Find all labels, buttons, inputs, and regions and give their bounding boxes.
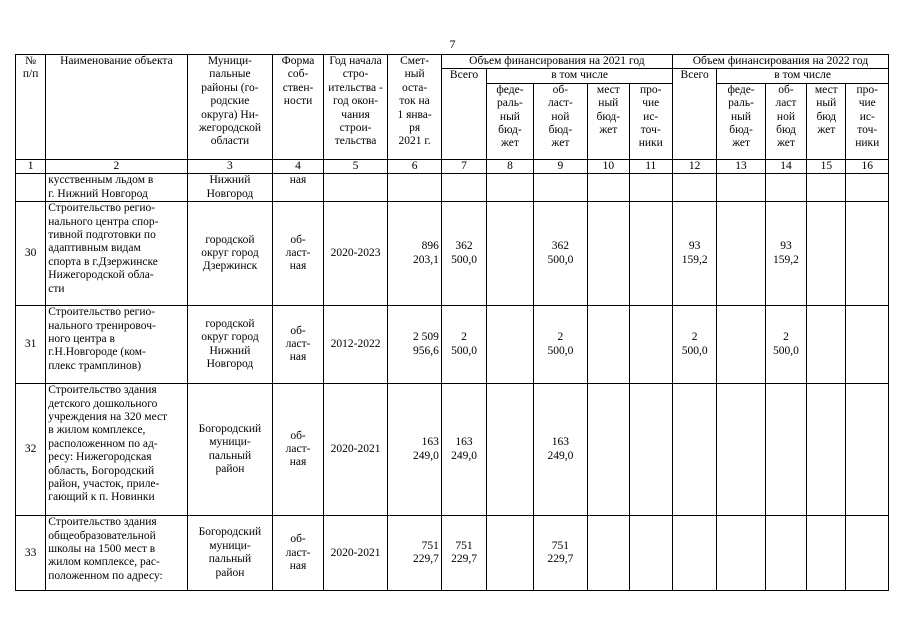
header-line: ласт bbox=[775, 97, 797, 110]
district-line: Богородский bbox=[198, 526, 262, 539]
column-number: 9 bbox=[533, 159, 587, 173]
header-line: ники bbox=[638, 137, 663, 150]
value-oth2021 bbox=[629, 516, 672, 591]
value-oth2022 bbox=[846, 202, 889, 306]
row-number: 33 bbox=[16, 516, 46, 591]
value-loc2021 bbox=[588, 174, 629, 202]
value-total2021-line: 2 bbox=[461, 331, 467, 344]
table-row bbox=[16, 516, 889, 591]
value-fed2022 bbox=[717, 306, 765, 384]
header-line: чания bbox=[341, 108, 370, 121]
object-name bbox=[46, 516, 187, 591]
header-line: об- bbox=[552, 83, 569, 96]
value-reg2021-line: 2 bbox=[557, 331, 564, 344]
value-reg2022 bbox=[765, 384, 806, 516]
value-total2021-line: 500,0 bbox=[451, 344, 477, 357]
header-line: жет bbox=[732, 137, 751, 150]
object-name-line: плекс трамплинов) bbox=[48, 359, 142, 372]
object-name-line: Строительство здания bbox=[48, 384, 157, 397]
value-loc2022 bbox=[807, 306, 846, 384]
ownership-form-line: об- bbox=[290, 324, 306, 337]
ownership-form bbox=[273, 174, 323, 202]
header-line: соб- bbox=[287, 68, 309, 81]
column-number: 10 bbox=[588, 159, 629, 173]
header-line: мест bbox=[814, 83, 838, 96]
construction-years: 2020-2021 bbox=[323, 516, 388, 591]
value-reg2022 bbox=[765, 306, 806, 384]
value-reg2021-line: 500,0 bbox=[547, 344, 574, 357]
object-name-line: Нижегородской обла- bbox=[48, 269, 154, 282]
header-line: № bbox=[25, 55, 37, 67]
value-fed2021 bbox=[487, 516, 533, 591]
value-reg2022-line: 159,2 bbox=[773, 253, 799, 266]
header-line: строи- bbox=[339, 122, 372, 135]
header-line: феде- bbox=[496, 83, 524, 96]
header-line: ис- bbox=[643, 110, 659, 123]
header-line: ток на bbox=[399, 95, 430, 108]
district bbox=[187, 384, 273, 516]
object-name-line: сти bbox=[48, 282, 65, 295]
header-line: про- bbox=[856, 83, 878, 96]
value-total2021 bbox=[441, 202, 486, 306]
header-total-2021: Всего bbox=[441, 69, 486, 159]
value-fed2022 bbox=[717, 516, 765, 591]
header-line: ря bbox=[409, 122, 421, 135]
header-line: жет bbox=[500, 137, 519, 150]
ownership-form-line: об- bbox=[290, 533, 306, 546]
district-line: городской bbox=[205, 317, 255, 330]
ownership-form-line: ласт- bbox=[285, 546, 311, 559]
header-line: области bbox=[210, 135, 250, 148]
header-line: жет bbox=[599, 124, 618, 137]
construction-years bbox=[323, 174, 388, 202]
value-loc2022 bbox=[807, 202, 846, 306]
object-name-line: г.Н.Новгороде (ком- bbox=[48, 346, 146, 359]
object-name-line: Строительство регио- bbox=[48, 202, 156, 215]
header-line: ный bbox=[499, 110, 520, 123]
header-line: ный bbox=[598, 97, 619, 110]
ownership-form-line: ласт- bbox=[285, 338, 311, 351]
column-number: 4 bbox=[273, 159, 323, 173]
header-local-2021 bbox=[588, 83, 629, 159]
header-financing-2022: Объем финансирования на 2022 год bbox=[672, 55, 888, 69]
table-row bbox=[16, 306, 889, 384]
header-line: ности bbox=[283, 95, 313, 108]
value-total2022-line: 93 bbox=[688, 240, 701, 253]
header-line: про- bbox=[639, 83, 662, 96]
object-name-line: г. Нижний Новгород bbox=[48, 187, 148, 200]
header-line: раль- bbox=[728, 97, 754, 110]
header-other-2021 bbox=[629, 83, 672, 159]
value-reg2022-line: 93 bbox=[780, 240, 792, 253]
object-name-line: Строительство регио- bbox=[48, 306, 156, 319]
value-estimate-line: 956,6 bbox=[412, 344, 439, 357]
header-line: жет bbox=[817, 124, 836, 137]
header-including-2022: в том числе bbox=[717, 69, 889, 83]
header-line: Муници- bbox=[207, 55, 252, 67]
value-total2021-line: 249,0 bbox=[451, 449, 477, 462]
column-number: 11 bbox=[629, 159, 672, 173]
header-line: точ- bbox=[640, 124, 661, 137]
object-name-line: жилом комплексе, рас- bbox=[48, 556, 160, 569]
value-reg2021 bbox=[533, 174, 587, 202]
district-line: округ город bbox=[201, 331, 259, 344]
value-total2022 bbox=[672, 306, 716, 384]
header-line: бюд- bbox=[596, 110, 621, 123]
value-reg2021 bbox=[533, 202, 587, 306]
value-fed2021 bbox=[487, 202, 533, 306]
value-oth2022 bbox=[846, 384, 889, 516]
header-line: чие bbox=[642, 97, 660, 110]
value-estimate bbox=[388, 174, 441, 202]
value-total2021 bbox=[441, 384, 486, 516]
header-line: Смет- bbox=[400, 55, 430, 67]
district-line: округ город bbox=[201, 247, 259, 260]
ownership-form-line: об- bbox=[290, 233, 306, 246]
district-line: район bbox=[215, 463, 245, 476]
header-line: ительства - bbox=[328, 81, 383, 94]
header-line: 1 янва- bbox=[397, 108, 432, 121]
header-line: ной bbox=[551, 110, 570, 123]
header-line: ники bbox=[855, 137, 880, 150]
header-total-2022: Всего bbox=[672, 69, 716, 159]
row-number: 32 bbox=[16, 384, 46, 516]
column-number: 7 bbox=[441, 159, 486, 173]
header-other-2022 bbox=[846, 83, 889, 159]
value-total2022-line: 159,2 bbox=[681, 253, 708, 266]
object-name bbox=[46, 174, 187, 202]
page-number: 7 bbox=[449, 37, 456, 51]
value-total2021-line: 500,0 bbox=[451, 253, 477, 266]
value-total2022-line: 500,0 bbox=[681, 344, 708, 357]
value-reg2022 bbox=[765, 174, 806, 202]
value-reg2022-line: 500,0 bbox=[773, 344, 799, 357]
object-name-line: нального тренировоч- bbox=[48, 319, 156, 332]
ownership-form bbox=[273, 516, 323, 591]
row-number bbox=[16, 174, 46, 202]
construction-years: 2020-2023 bbox=[323, 202, 388, 306]
value-fed2021 bbox=[487, 174, 533, 202]
value-reg2021-line: 249,0 bbox=[547, 449, 574, 462]
header-line: ис- bbox=[859, 110, 875, 123]
column-number: 2 bbox=[46, 159, 187, 173]
value-fed2022 bbox=[717, 202, 765, 306]
value-loc2022 bbox=[807, 516, 846, 591]
header-ownership bbox=[273, 55, 323, 160]
value-oth2021 bbox=[629, 202, 672, 306]
header-line: Форма bbox=[281, 55, 315, 67]
district-line: Богородский bbox=[198, 422, 262, 435]
column-number: 8 bbox=[487, 159, 533, 173]
object-name-line: район, участок, приле- bbox=[48, 478, 160, 491]
object-name-line: учреждения на 320 мест bbox=[48, 411, 168, 424]
header-line: жет bbox=[776, 137, 795, 150]
value-estimate bbox=[388, 306, 441, 384]
header-financing-2021: Объем финансирования на 2021 год bbox=[441, 55, 672, 69]
ownership-form-line: ная bbox=[289, 559, 307, 572]
header-line: родские bbox=[210, 95, 250, 108]
value-oth2022 bbox=[846, 174, 889, 202]
value-total2021 bbox=[441, 174, 486, 202]
header-line: бюд- bbox=[548, 124, 573, 137]
header-regional-2021 bbox=[533, 83, 587, 159]
ownership-form-line: ласт- bbox=[285, 247, 311, 260]
district bbox=[187, 174, 273, 202]
row-number: 31 bbox=[16, 306, 46, 384]
header-line: жет bbox=[551, 137, 570, 150]
object-name-line: Строительство здания bbox=[48, 516, 157, 529]
value-reg2021 bbox=[533, 516, 587, 591]
ownership-form-line: ная bbox=[289, 174, 307, 187]
value-estimate-line: 229,7 bbox=[412, 553, 439, 566]
ownership-form-line: ная bbox=[289, 260, 307, 273]
value-total2022-line: 2 bbox=[691, 331, 698, 344]
value-total2021-line: 163 bbox=[455, 436, 473, 449]
header-line: ласт- bbox=[547, 97, 573, 110]
row-number: 30 bbox=[16, 202, 46, 306]
header-line: оста- bbox=[401, 81, 428, 94]
header-federal-2021 bbox=[487, 83, 533, 159]
ownership-form-line: об- bbox=[290, 429, 306, 442]
header-line: Год начала bbox=[329, 55, 382, 67]
object-name-line: общеобразовательной bbox=[48, 529, 156, 542]
object-name-line: ресу: Нижегородская bbox=[48, 451, 152, 464]
table-row bbox=[16, 202, 889, 306]
value-fed2022 bbox=[717, 384, 765, 516]
object-name-line: кусственным льдом в bbox=[48, 174, 154, 187]
district-line: Дзержинск bbox=[202, 260, 258, 273]
header-line: тельства bbox=[334, 135, 377, 148]
header-line: раль- bbox=[497, 97, 523, 110]
header-line: ствен- bbox=[282, 81, 314, 94]
value-reg2021-line: 362 bbox=[551, 240, 570, 253]
ownership-form-line: ная bbox=[289, 456, 307, 469]
value-reg2021-line: 751 bbox=[551, 539, 570, 552]
header-line: ный bbox=[404, 68, 425, 81]
district bbox=[187, 306, 273, 384]
value-fed2022 bbox=[717, 174, 765, 202]
column-number-row bbox=[16, 159, 889, 173]
value-oth2021 bbox=[629, 306, 672, 384]
value-total2022 bbox=[672, 174, 716, 202]
column-number: 5 bbox=[323, 159, 388, 173]
value-reg2021-line: 163 bbox=[551, 436, 570, 449]
district bbox=[187, 516, 273, 591]
value-reg2021 bbox=[533, 384, 587, 516]
value-estimate-line: 2 509 bbox=[412, 331, 439, 344]
object-name-line: область, Богородский bbox=[48, 464, 155, 477]
ownership-form bbox=[273, 384, 323, 516]
object-name bbox=[46, 384, 187, 516]
district-line: пальный bbox=[208, 553, 252, 566]
header-line: стро- bbox=[342, 68, 369, 81]
object-name-line: положенном по адресу: bbox=[48, 569, 163, 582]
column-number: 15 bbox=[807, 159, 846, 173]
value-reg2022-line: 2 bbox=[783, 331, 789, 344]
header-line: год окон- bbox=[333, 95, 379, 108]
header-district bbox=[187, 55, 273, 160]
value-oth2022 bbox=[846, 516, 889, 591]
column-number: 12 bbox=[672, 159, 716, 173]
value-reg2022 bbox=[765, 516, 806, 591]
value-loc2022 bbox=[807, 384, 846, 516]
object-name-line: в жилом комплексе, bbox=[48, 424, 146, 437]
header-line: пальные bbox=[209, 68, 251, 81]
header-years bbox=[323, 55, 388, 160]
column-number: 14 bbox=[765, 159, 806, 173]
value-total2022 bbox=[672, 202, 716, 306]
header-line: бюд- bbox=[729, 124, 753, 137]
header-line: мест bbox=[596, 83, 620, 96]
value-total2022 bbox=[672, 516, 716, 591]
value-estimate-line: 896 bbox=[421, 240, 439, 253]
district-line: муници- bbox=[209, 539, 251, 552]
header-line: районы (го- bbox=[201, 81, 259, 94]
value-estimate-line: 203,1 bbox=[412, 253, 439, 266]
value-loc2022 bbox=[807, 174, 846, 202]
district-line: район bbox=[215, 566, 245, 579]
district-line: Новгород bbox=[206, 358, 254, 371]
value-estimate-line: 751 bbox=[421, 539, 439, 552]
object-name-line: детского дошкольного bbox=[48, 397, 158, 410]
object-name-line: тивной подготовки по bbox=[48, 229, 156, 242]
value-loc2021 bbox=[588, 306, 629, 384]
table-row bbox=[16, 384, 889, 516]
district-line: Нижний bbox=[209, 174, 251, 187]
value-fed2021 bbox=[487, 306, 533, 384]
object-name-line: расположенном по ад- bbox=[48, 437, 158, 450]
district bbox=[187, 202, 273, 306]
value-loc2021 bbox=[588, 202, 629, 306]
value-reg2021-line: 229,7 bbox=[547, 553, 574, 566]
object-name-line: нального центра спор- bbox=[48, 215, 159, 228]
value-total2021-line: 751 bbox=[455, 539, 473, 552]
value-reg2021 bbox=[533, 306, 587, 384]
object-name-line: школы на 1500 мест в bbox=[48, 543, 156, 556]
value-fed2021 bbox=[487, 384, 533, 516]
value-oth2021 bbox=[629, 174, 672, 202]
value-reg2022 bbox=[765, 202, 806, 306]
value-total2022 bbox=[672, 384, 716, 516]
table-row bbox=[16, 174, 889, 202]
header-local-2022 bbox=[807, 83, 846, 159]
column-number: 6 bbox=[388, 159, 441, 173]
value-loc2021 bbox=[588, 516, 629, 591]
column-number: 16 bbox=[846, 159, 889, 173]
object-name-line: гающий к п. Новинки bbox=[48, 491, 155, 504]
object-name-line: спорта в г.Дзержинске bbox=[48, 255, 158, 268]
header-line: бюд bbox=[816, 110, 837, 123]
header-line: п/п bbox=[22, 68, 39, 81]
value-total2021 bbox=[441, 306, 486, 384]
header-line: ный bbox=[731, 110, 752, 123]
header-including-2021: в том числе bbox=[487, 69, 673, 83]
header-line: чие bbox=[858, 97, 876, 110]
ownership-form-line: ная bbox=[289, 351, 307, 364]
value-oth2022 bbox=[846, 306, 889, 384]
object-name-line: ного центра в bbox=[48, 333, 115, 346]
header-line: феде- bbox=[727, 83, 755, 96]
header-estimate bbox=[388, 55, 441, 160]
construction-years: 2020-2021 bbox=[323, 384, 388, 516]
value-estimate-line: 249,0 bbox=[412, 449, 439, 462]
header-line: 2021 г. bbox=[398, 135, 431, 148]
column-number: 13 bbox=[717, 159, 765, 173]
value-reg2021-line: 500,0 bbox=[547, 253, 574, 266]
header-line: округа) Ни- bbox=[201, 108, 259, 121]
header-line: ной bbox=[776, 110, 795, 123]
header-line: точ- bbox=[857, 124, 878, 137]
value-estimate bbox=[388, 516, 441, 591]
construction-years: 2012-2022 bbox=[323, 306, 388, 384]
ownership-form bbox=[273, 306, 323, 384]
district-line: Новгород bbox=[206, 187, 254, 200]
value-oth2021 bbox=[629, 384, 672, 516]
header-regional-2022 bbox=[765, 83, 806, 159]
header-line: бюд- bbox=[498, 124, 522, 137]
header-line: бюд bbox=[776, 124, 796, 137]
header-federal-2022 bbox=[717, 83, 765, 159]
header-line: жегородской bbox=[198, 122, 261, 135]
value-total2021-line: 229,7 bbox=[451, 553, 477, 566]
object-name-line: адаптивным видам bbox=[48, 242, 141, 255]
ownership-form-line: ласт- bbox=[285, 443, 311, 456]
column-number: 1 bbox=[16, 159, 46, 173]
ownership-form bbox=[273, 202, 323, 306]
column-number: 3 bbox=[187, 159, 273, 173]
district-line: муници- bbox=[209, 436, 251, 449]
header-object-name: Наименование объекта bbox=[46, 55, 187, 160]
header-number bbox=[16, 55, 46, 160]
district-line: городской bbox=[205, 233, 255, 246]
value-total2021 bbox=[441, 516, 486, 591]
district-line: Нижний bbox=[209, 344, 251, 357]
financing-table bbox=[15, 54, 889, 591]
value-total2021-line: 362 bbox=[455, 240, 473, 253]
header-line: ный bbox=[816, 97, 837, 110]
object-name bbox=[46, 306, 187, 384]
value-estimate bbox=[388, 384, 441, 516]
value-estimate-line: 163 bbox=[421, 436, 439, 449]
value-estimate bbox=[388, 202, 441, 306]
header-line: об- bbox=[778, 83, 794, 96]
district-line: пальный bbox=[208, 449, 252, 462]
value-loc2021 bbox=[588, 384, 629, 516]
object-name bbox=[46, 202, 187, 306]
